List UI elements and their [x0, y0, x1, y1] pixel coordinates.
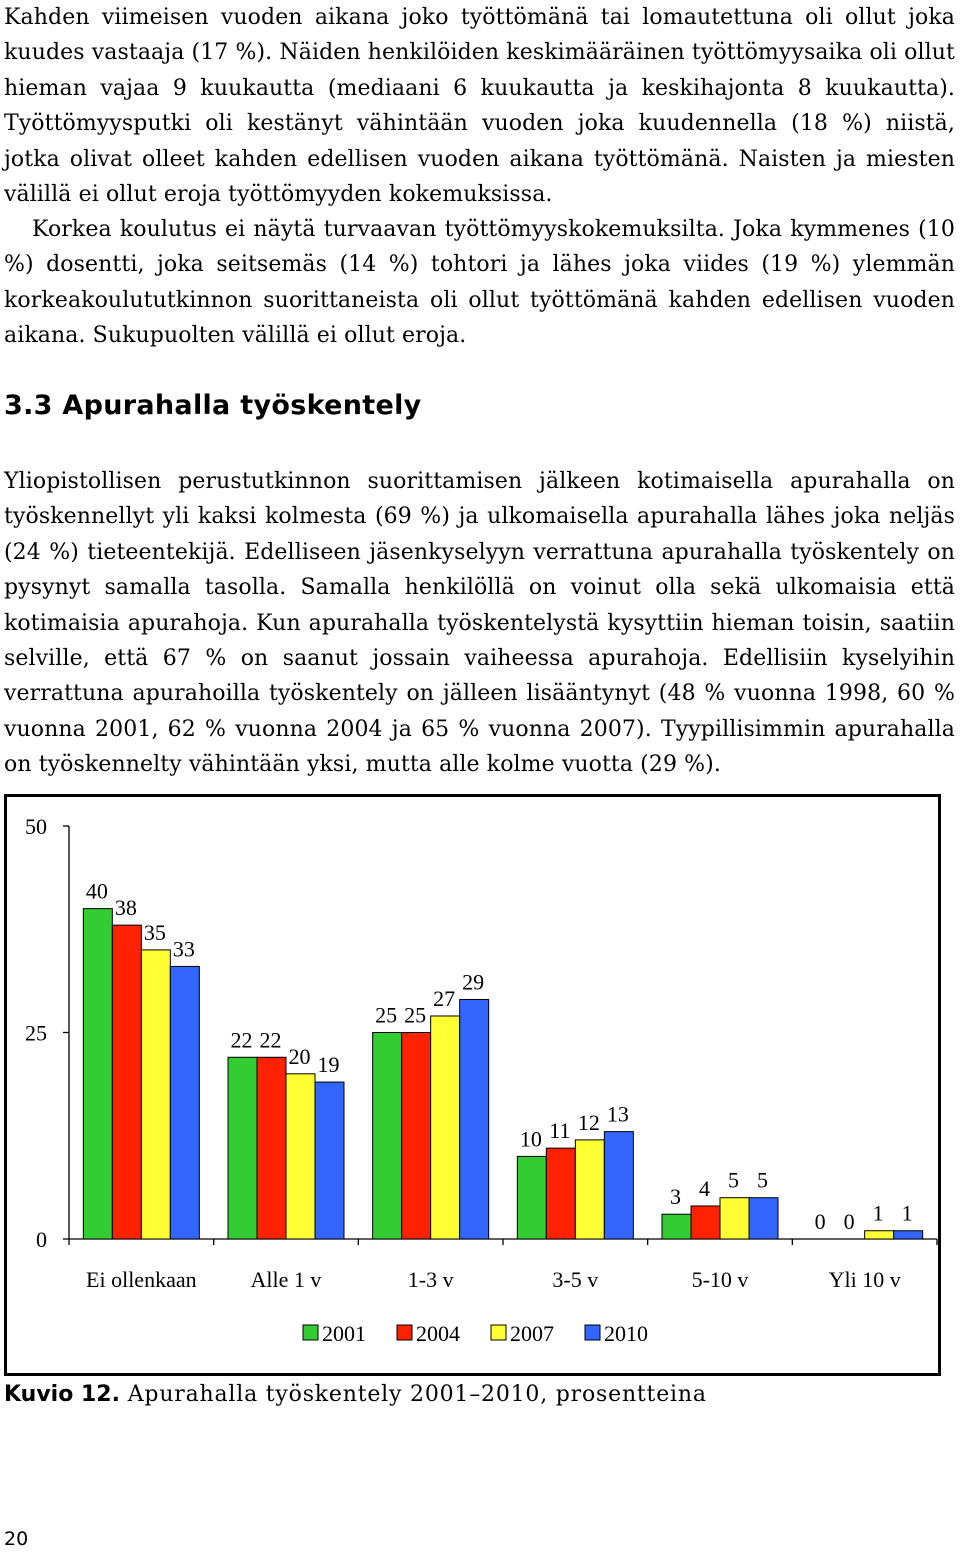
bar-value-label: 38: [114, 895, 137, 921]
bar-value-label: 19: [317, 1052, 340, 1078]
x-category-label: Ei ollenkaan: [86, 1267, 197, 1292]
legend-swatch: [491, 1325, 506, 1340]
bar-value-label: 10: [519, 1126, 542, 1152]
x-category-label: 1-3 v: [407, 1267, 454, 1292]
paragraph-unemployment: Kahden viimeisen vuoden aikana joko työttömänä tai lomautettuna oli ollut joka kuudes vastaaja (17 %). Näiden henkilöiden keskimääräinen työttömyysaika oli ollut hieman vajaa 9 kuukautta (mediaani 6 kuukautta ja keskihajonta 8 kuukautta). Työttömyysputki oli kestänyt vähintään vuoden joka kuudennella (18 %) niistä, jotka olivat olleet kahden edellisen vuoden aikana työttömänä. Naisten ja miesten välillä ei ollut eroja työttömyyden kokemuksissa.: [4, 5, 955, 208]
bar: [575, 1140, 604, 1239]
legend-swatch: [585, 1325, 600, 1340]
legend-label: 2007: [510, 1321, 554, 1346]
bar-value-label: 5: [728, 1167, 739, 1193]
bar-value-label: 12: [577, 1109, 600, 1135]
legend-swatch: [303, 1325, 318, 1340]
bar: [865, 1231, 894, 1239]
bar: [83, 909, 112, 1239]
bar: [662, 1214, 691, 1239]
legend-swatch: [397, 1325, 412, 1340]
bar: [228, 1057, 257, 1239]
bar-value-label: 13: [606, 1101, 629, 1127]
bar-value-label: 1: [872, 1200, 884, 1226]
y-tick-label: 50: [25, 814, 47, 839]
bar-value-label: 11: [549, 1118, 571, 1144]
bar-value-label: 22: [259, 1027, 282, 1053]
bar: [604, 1132, 633, 1239]
y-tick-label: 25: [25, 1020, 47, 1046]
x-category-label: 5-10 v: [691, 1267, 749, 1292]
paragraph-education: Korkea koulutus ei näytä turvaavan työttömyyskokemuksilta. Joka kymmenes (10 %) dosentti, joka seitsemäs (14 %) tohtori ja lähes joka viides (19 %) ylemmän korkeakoulututkinnon suorittaneista oli ollut työttömänä kahden edellisen vuoden aikana. Sukupuolten välillä ei ollut eroja.: [4, 217, 955, 349]
x-category-label: Yli 10 v: [828, 1267, 901, 1292]
bar-value-label: 29: [462, 969, 485, 995]
bar-value-label: 22: [230, 1027, 253, 1053]
y-tick-label: 0: [36, 1227, 47, 1252]
caption-label: Kuvio 12.: [4, 1382, 120, 1407]
bar: [691, 1206, 720, 1239]
bar-value-label: 3: [670, 1184, 681, 1210]
caption-text: Apurahalla työskentely 2001–2010, prosentteina: [119, 1382, 707, 1407]
figure-caption: [4, 1382, 707, 1407]
bar-value-label: 1: [901, 1200, 913, 1226]
bar-value-label: 33: [172, 936, 195, 962]
bar: [894, 1231, 923, 1239]
bar: [141, 950, 170, 1239]
bar-value-label: 0: [814, 1209, 826, 1234]
x-category-label: 3-5 v: [552, 1267, 599, 1292]
chart-frame: [4, 794, 941, 1376]
bar: [517, 1156, 546, 1239]
x-category-label: Alle 1 v: [250, 1267, 322, 1292]
bar: [257, 1057, 286, 1239]
bar: [315, 1082, 344, 1239]
bar-value-label: 5: [757, 1167, 768, 1193]
section-heading: 3.3 Apurahalla työskentely: [4, 390, 422, 421]
bar: [460, 999, 489, 1239]
page-number: 20: [4, 1528, 29, 1550]
bar-value-label: 4: [699, 1175, 710, 1201]
bar: [112, 925, 141, 1239]
bar: [402, 1033, 431, 1240]
bar-value-label: 25: [404, 1002, 427, 1028]
bar-value-label: 40: [85, 878, 108, 904]
bar: [546, 1148, 575, 1239]
bar-value-label: 35: [143, 919, 166, 945]
legend-label: 2010: [604, 1321, 648, 1346]
bar-value-label: 27: [433, 985, 456, 1011]
bar-value-label: 0: [843, 1209, 855, 1234]
bar-value-label: 25: [375, 1002, 398, 1028]
bar: [749, 1198, 778, 1239]
bar: [286, 1074, 315, 1239]
bar: [431, 1016, 460, 1239]
bar: [720, 1198, 749, 1239]
legend-label: 2004: [416, 1321, 460, 1346]
legend-label: 2001: [322, 1321, 366, 1346]
bar: [170, 966, 199, 1239]
paragraph-grants: Yliopistollisen perustutkinnon suorittamisen jälkeen kotimaisella apurahalla on työskennellyt yli kaksi kolmesta (69 %) ja ulkomaisella apurahalla lähes joka neljäs (24 %) tieteentekijä. Edelliseen jäsenkyselyyn verrattuna apurahalla työskentely on pysynyt samalla tasolla. Samalla henkilöllä on voinut olla sekä ulkomaisia että kotimaisia apurahoja. Kun apurahalla työskentelystä kysyttiin hieman toisin, saatiin selville, että 67 % on saanut jossain vaiheessa apurahoja. Edellisiin kyselyihin verrattuna apurahoilla työskentely on jälleen lisääntynyt (48 % vuonna 1998, 60 % vuonna 2001, 62 % vuonna 2004 ja 65 % vuonna 2007). Tyypillisimmin apurahalla on työskennelty vähintään yksi, mutta alle kolme vuotta (29 %).: [4, 469, 955, 778]
bar-value-label: 20: [288, 1043, 311, 1069]
grant-work-bar-chart: [7, 797, 944, 1379]
bar: [373, 1033, 402, 1240]
